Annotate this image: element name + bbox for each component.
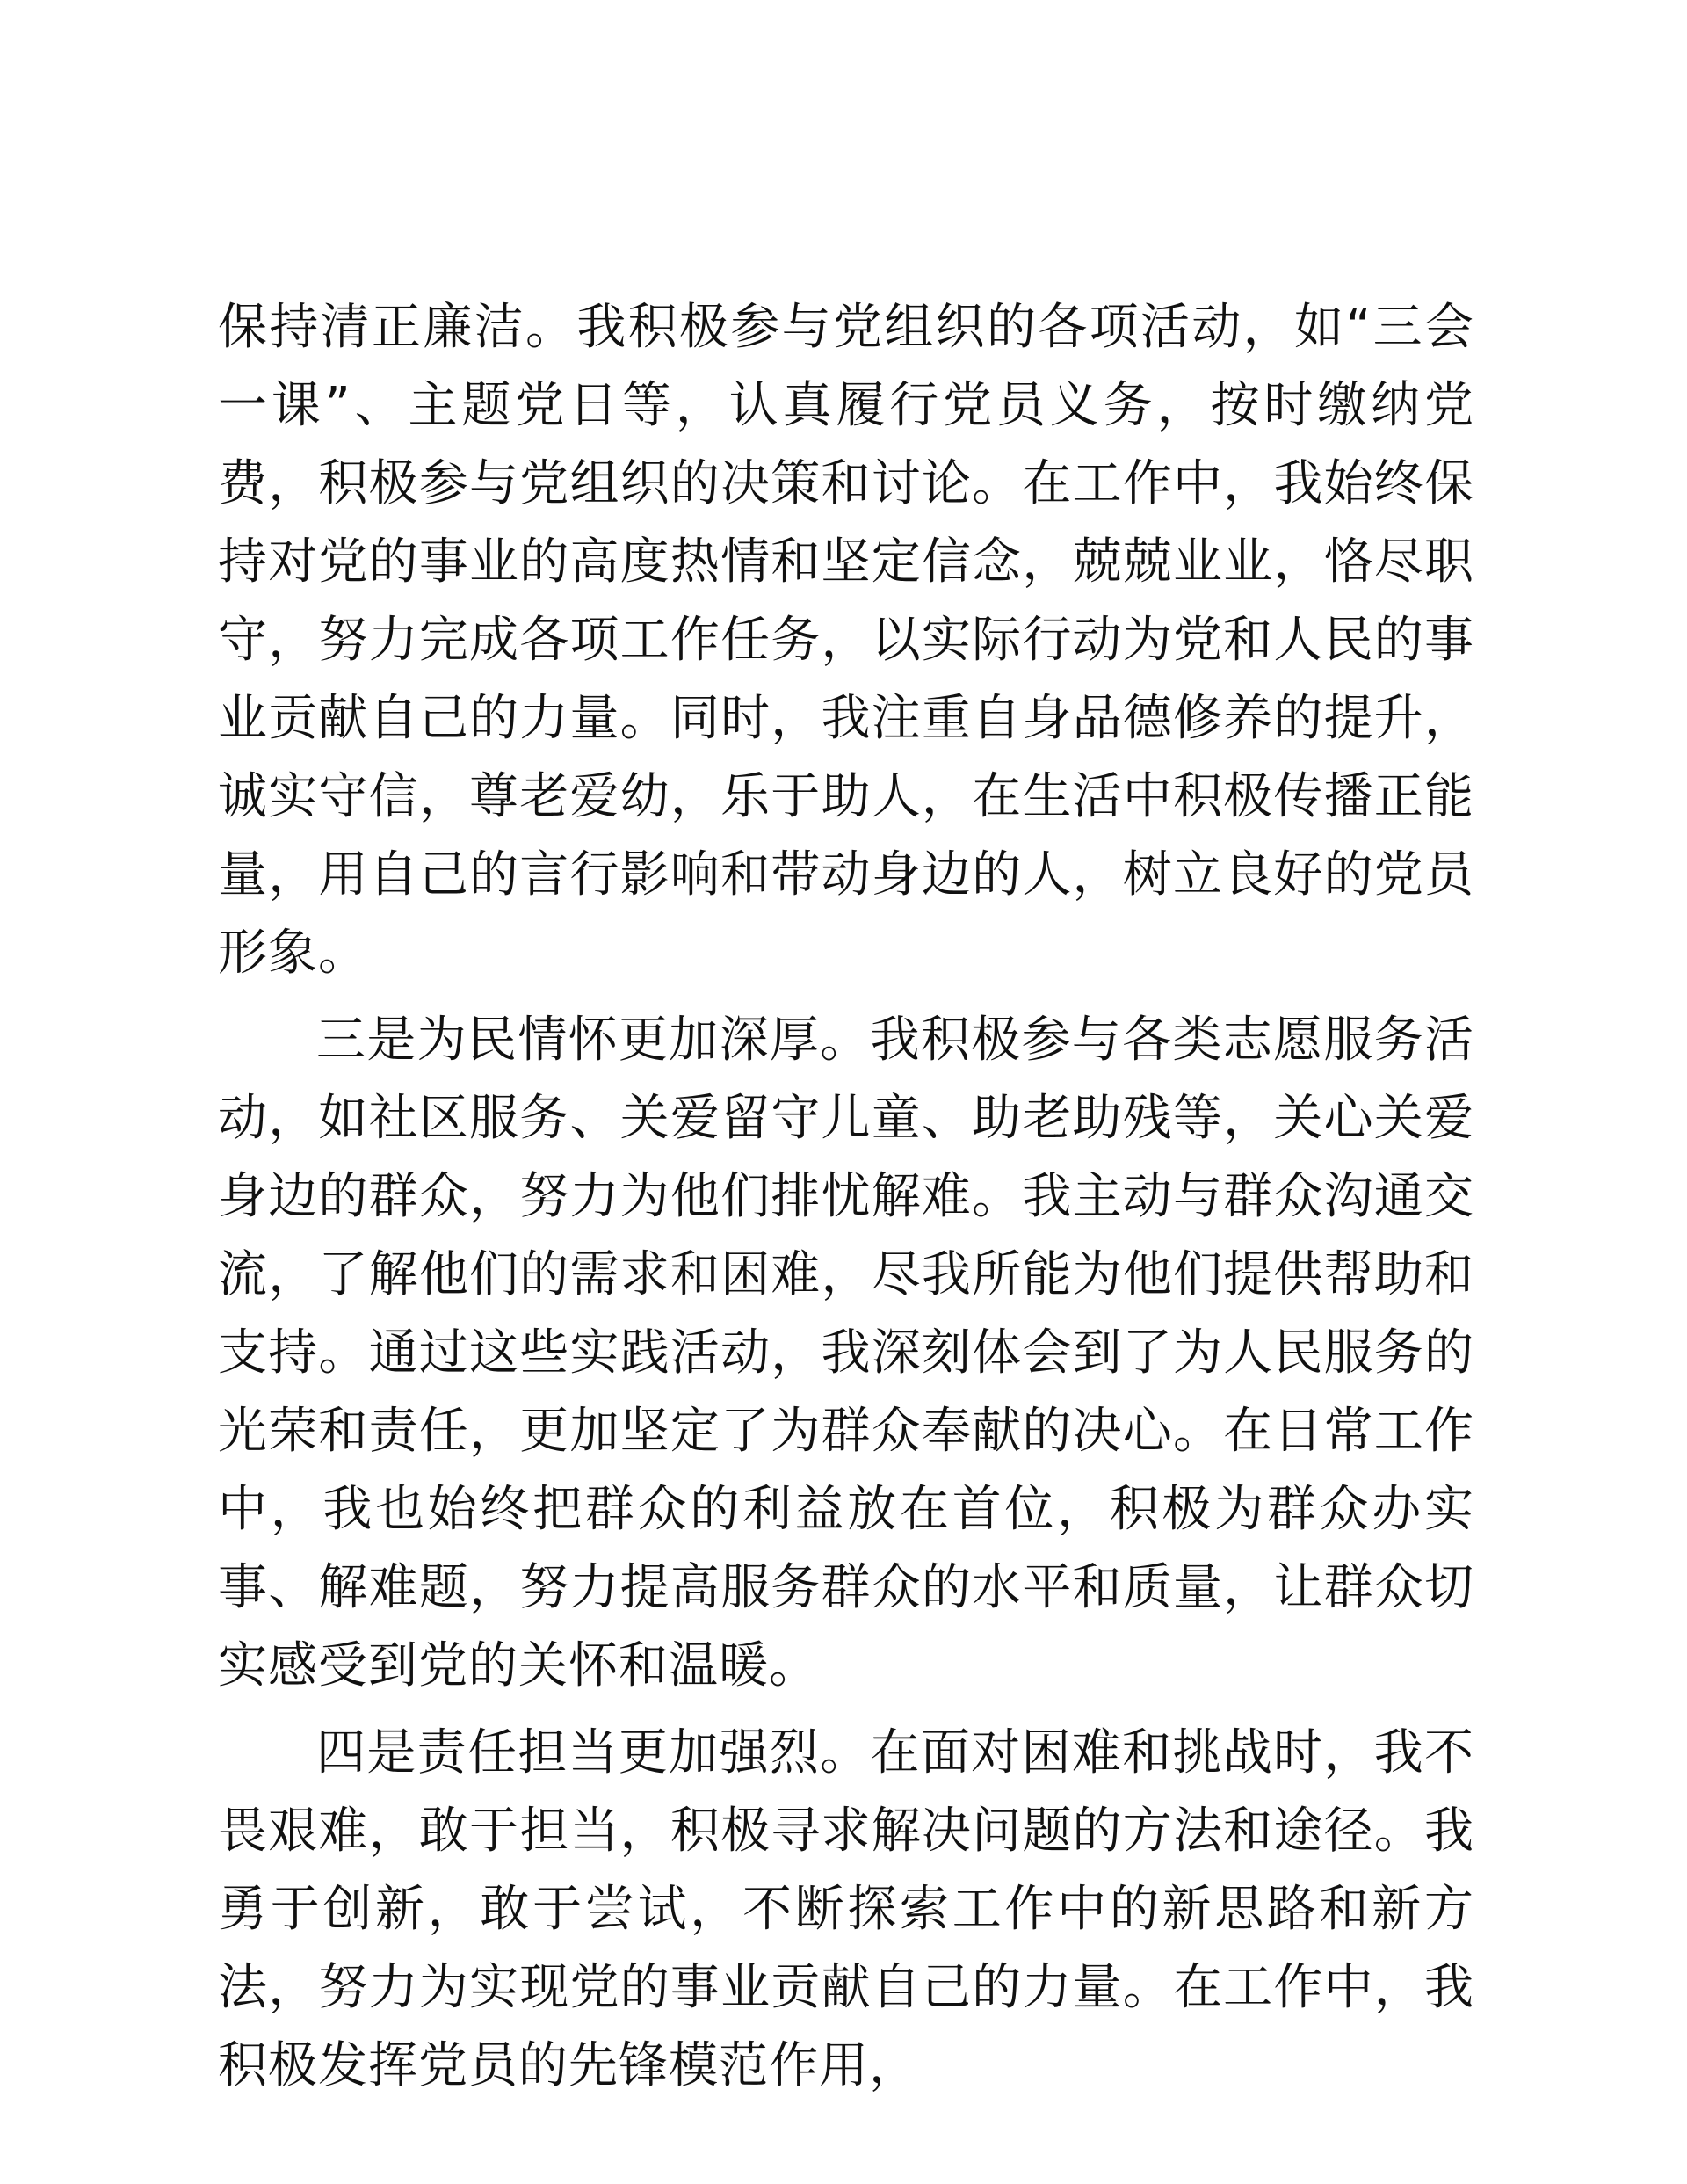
paragraph-service-to-people: 三是为民情怀更加深厚。我积极参与各类志愿服务活动，如社区服务、关爱留守儿童、助老助残等，关心关爱身边的群众，努力为他们排忧解难。我主动与群众沟通交流，了解他们的需求和困难，尽我所能为他们提供帮助和支持。通过这些实践活动，我深刻体会到了为人民服务的光荣和责任，更加坚定了为群众奉献的决心。在日常工作中，我也始终把群众的利益放在首位，积极为群众办实事、解难题，努力提高服务群众的水平和质量，让群众切实感受到党的关怀和温暖。 (218, 1012, 1474, 1694)
document-body (218, 288, 1474, 2114)
paragraph-responsibility: 四是责任担当更加强烈。在面对困难和挑战时，我不畏艰难，敢于担当，积极寻求解决问题的方法和途径。我勇于创新，敢于尝试，不断探索工作中的新思路和新方法，努力为实现党的事业贡献自己的力量。在工作中，我积极发挥党员的先锋模范作用， (218, 1724, 1474, 2094)
paragraph-continuation: 保持清正廉洁。我积极参与党组织的各项活动，如“三会一课”、主题党日等，认真履行党员义务，按时缴纳党费，积极参与党组织的决策和讨论。在工作中，我始终保持对党的事业的高度热情和坚定信念，兢兢业业，恪尽职守，努力完成各项工作任务，以实际行动为党和人民的事业贡献自己的力量。同时，我注重自身品德修养的提升，诚实守信，尊老爱幼，乐于助人，在生活中积极传播正能量，用自己的言行影响和带动身边的人，树立良好的党员形象。 (218, 299, 1474, 982)
